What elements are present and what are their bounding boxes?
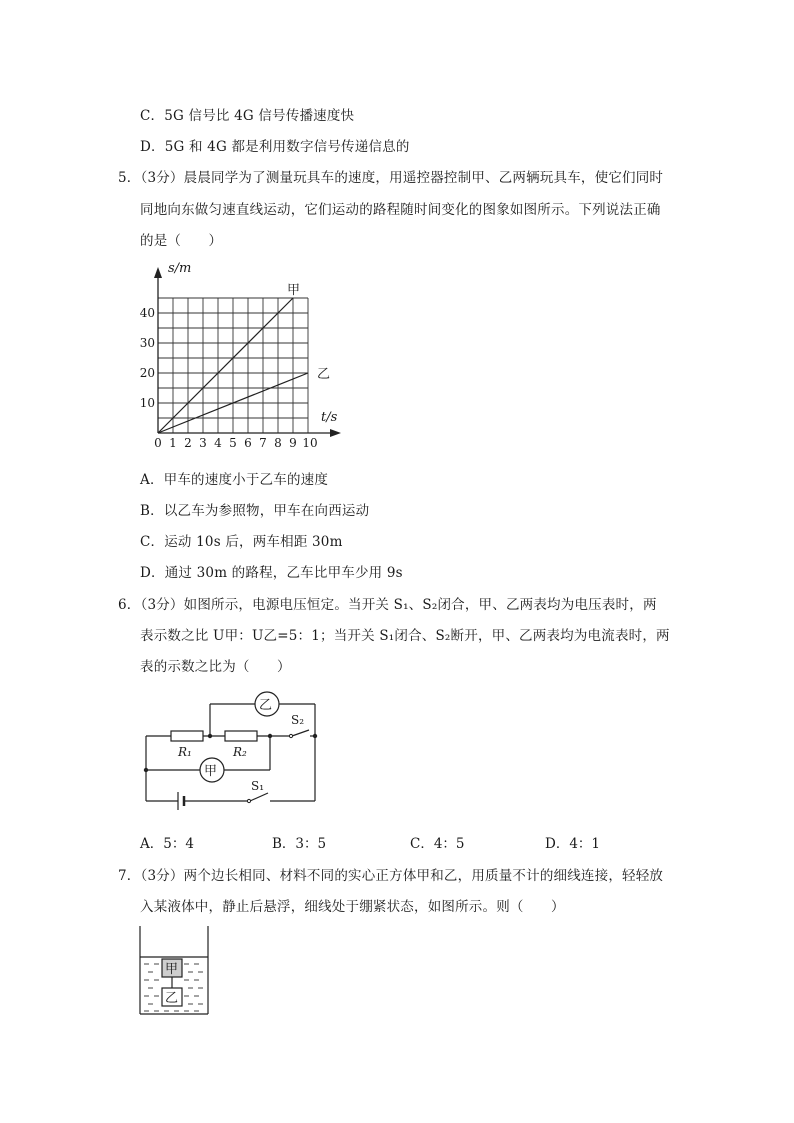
- series-line-1: [158, 298, 293, 433]
- s1-label: S₁: [251, 779, 265, 793]
- q5-option-c: C．运动 10s 后，两车相距 30m: [140, 534, 343, 550]
- floating-blocks-figure: [138, 924, 218, 1020]
- circuit-diagram: [138, 686, 338, 816]
- y-axis-label: s/m: [168, 261, 192, 276]
- x-tick-label: 8: [274, 436, 282, 450]
- x-tick-label: 1: [169, 436, 177, 450]
- q6-option-b: B．3：5: [272, 836, 327, 852]
- q5-stem-line1: 5．（3分）晨晨同学为了测量玩具车的速度，用遥控器控制甲、乙两辆玩具车，使它们同时: [118, 170, 664, 186]
- y-tick-label: 40: [139, 306, 155, 320]
- y-axis-arrow: [154, 267, 162, 278]
- q4-option-c: C．5G 信号比 4G 信号传播速度快: [140, 108, 355, 124]
- x-axis-arrow: [330, 429, 341, 437]
- y-tick-label: 10: [139, 396, 155, 410]
- q5-stem-line2: 同地向东做匀速直线运动，它们运动的路程随时间变化的图象如图所示。下列说法正确: [140, 202, 661, 218]
- distance-time-chart: [128, 258, 348, 458]
- x-tick-label: 7: [259, 436, 267, 450]
- q7-stem-line1: 7．（3分）两个边长相同、材料不同的实心正方体甲和乙，用质量不计的细线连接，轻轻放: [118, 868, 664, 884]
- x-tick-label: 3: [199, 436, 207, 450]
- y-tick-label: 30: [139, 336, 155, 350]
- q6-stem-line2: 表示数之比 U甲：U乙=5：1；当开关 S₁闭合、S₂断开，甲、乙两表均为电流表时，两: [140, 628, 670, 644]
- q5-option-b: B．以乙车为参照物，甲车在向西运动: [140, 503, 370, 519]
- block-jia-label: 甲: [165, 962, 179, 977]
- x-tick-label: 0: [154, 436, 162, 450]
- x-tick-label: 2: [184, 436, 192, 450]
- meter-jia-label: 甲: [204, 764, 218, 779]
- q7-stem-line2: 入某液体中，静止后悬浮，细线处于绷紧状态，如图所示。则（ ）: [140, 899, 565, 915]
- series-label-2: 乙: [317, 367, 331, 382]
- q5-option-d: D．通过 30m 的路程，乙车比甲车少用 9s: [140, 565, 403, 581]
- block-yi-label: 乙: [165, 991, 179, 1006]
- chart-grid: [158, 298, 308, 433]
- q5-option-a: A．甲车的速度小于乙车的速度: [140, 472, 329, 488]
- chart-axes: [154, 267, 341, 437]
- r1-label: R₁: [178, 745, 192, 759]
- x-tick-label: 6: [244, 436, 252, 450]
- x-tick-label: 10: [302, 436, 318, 450]
- x-axis-label: t/s: [321, 410, 338, 425]
- r2-label: R₂: [233, 745, 247, 759]
- q6-option-c: C．4：5: [410, 836, 465, 852]
- s2-label: S₂: [291, 713, 305, 727]
- x-tick-label: 5: [229, 436, 237, 450]
- series-label-1: 甲: [287, 283, 301, 298]
- q6-stem-line3: 表的示数之比为（ ）: [140, 659, 291, 675]
- q4-option-d: D．5G 和 4G 都是利用数字信号传递信息的: [140, 139, 410, 155]
- q6-option-d: D．4：1: [545, 836, 601, 852]
- q6-stem-line1: 6．（3分）如图所示，电源电压恒定。当开关 S₁、S₂闭合，甲、乙两表均为电压表时，两: [118, 597, 657, 613]
- x-tick-label: 4: [214, 436, 222, 450]
- y-tick-label: 20: [139, 366, 155, 380]
- meter-yi-label: 乙: [259, 698, 273, 713]
- q5-stem-line3: 的是（ ）: [140, 233, 223, 249]
- q6-option-a: A．5：4: [140, 836, 194, 852]
- x-tick-label: 9: [289, 436, 297, 450]
